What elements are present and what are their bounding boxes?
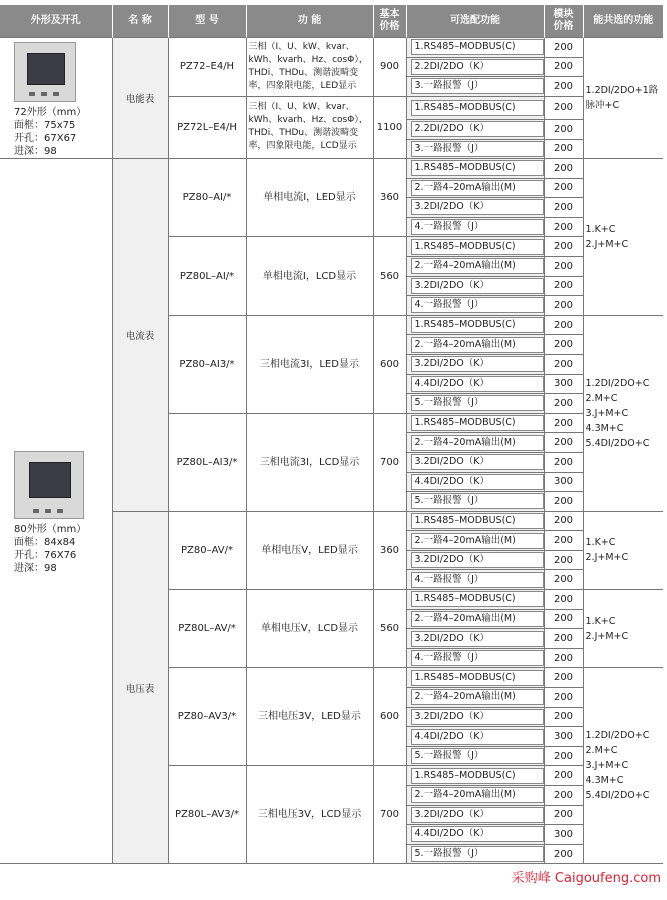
option-label: 3.2DI/2DO（K）: [411, 356, 544, 372]
module-price-cell: 200: [544, 354, 583, 374]
header-common: 能共选的功能: [583, 5, 663, 38]
module-price-cell: 200: [544, 198, 583, 218]
option-cell: [406, 120, 544, 140]
shape-cell: [0, 159, 112, 864]
option-cell: [406, 805, 544, 825]
function-cell: 三相电压3V，LCD显示: [246, 766, 373, 864]
module-price-cell: 200: [544, 256, 583, 276]
header-base-price: 基本 价格: [373, 5, 406, 38]
option-cell: [406, 335, 544, 355]
option-label: 3.2DI/2DO（K）: [411, 454, 544, 470]
option-label: 2.一路4–20mA输出(M): [411, 337, 544, 353]
option-label: 1.RS485–MODBUS(C): [411, 317, 544, 333]
common-line: 3.J+M+C: [585, 407, 629, 419]
common-line: 2.J+M+C: [585, 552, 629, 564]
option-label: 3.2DI/2DO（K）: [411, 807, 544, 823]
common-line: 1.K+C: [585, 223, 616, 235]
option-label: 3.2DI/2DO（K）: [411, 631, 544, 647]
option-label: 4.一路报警（J）: [411, 219, 544, 235]
common-line: 1.2DI/2DO+C: [585, 730, 650, 742]
function-cell: 单相电流I，LED显示: [246, 159, 373, 237]
option-label: 5.一路报警（J）: [411, 395, 544, 411]
model-cell: PZ80–AI3/*: [168, 315, 246, 413]
option-cell: [406, 77, 544, 97]
base-price-cell: 560: [373, 590, 406, 668]
option-label: 2.一路4–20mA输出(M): [411, 787, 544, 803]
option-label: 3.一路报警（J）: [411, 78, 544, 94]
option-cell: [406, 276, 544, 296]
option-label: 2.一路4–20mA输出(M): [411, 435, 544, 451]
module-price-cell: 200: [544, 570, 583, 590]
option-label: 4.一路报警（J）: [411, 572, 544, 588]
function-cell: 三相电流3I，LED显示: [246, 315, 373, 413]
category-name: 电压表: [112, 511, 168, 864]
module-price-cell: 200: [544, 57, 583, 77]
option-cell: [406, 668, 544, 688]
option-label: 3.2DI/2DO（K）: [411, 709, 544, 725]
depth-size: 进深：98: [14, 563, 57, 575]
option-label: 1.RS485–MODBUS(C): [411, 768, 544, 784]
option-cell: [406, 96, 544, 120]
module-price-cell: 200: [544, 648, 583, 668]
option-label: 4.一路报警（J）: [411, 297, 544, 313]
common-functions: [583, 590, 663, 668]
option-label: 4.4DI/2DO（K）: [411, 729, 544, 745]
module-price-cell: 200: [544, 590, 583, 610]
module-price-cell: 200: [544, 96, 583, 120]
header-shape: 外形及开孔: [0, 5, 112, 38]
module-price-cell: 200: [544, 609, 583, 629]
option-cell: [406, 38, 544, 58]
option-cell: [406, 139, 544, 159]
option-cell: [406, 237, 544, 257]
model-cell: PZ80L–AI3/*: [168, 413, 246, 511]
option-label: 1.RS485–MODBUS(C): [411, 160, 544, 176]
common-line: 2.J+M+C: [585, 630, 629, 642]
option-label: 2.一路4–20mA输出(M): [411, 258, 544, 274]
module-price-cell: 200: [544, 120, 583, 140]
model-cell: PZ80L–AV/*: [168, 590, 246, 668]
module-price-cell: 200: [544, 668, 583, 688]
option-label: 1.RS485–MODBUS(C): [411, 591, 544, 607]
option-cell: [406, 766, 544, 786]
option-cell: [406, 296, 544, 316]
option-cell: [406, 609, 544, 629]
module-price-cell: 200: [544, 805, 583, 825]
header-name: 名 称: [112, 5, 168, 38]
module-price-cell: 200: [544, 688, 583, 708]
option-label: 1.RS485–MODBUS(C): [411, 39, 544, 55]
option-label: 1.RS485–MODBUS(C): [411, 100, 544, 116]
function-cell: 三相电流3I，LCD显示: [246, 413, 373, 511]
module-price-cell: 200: [544, 492, 583, 512]
common-line: 2.J+M+C: [585, 238, 629, 250]
module-price-cell: 200: [544, 452, 583, 472]
option-label: 3.一路报警（J）: [411, 141, 544, 157]
common-functions: [583, 38, 663, 159]
module-price-cell: 200: [544, 237, 583, 257]
option-label: 5.一路报警（J）: [411, 748, 544, 764]
category-name: 电流表: [112, 159, 168, 512]
module-price-cell: 200: [544, 786, 583, 806]
function-cell: 三相（I、U、kW、kvar、kWh、kvarh、Hz、cosΦ），THDi、THDu、测谐波畸变率，四象限电能，LED显示: [246, 38, 373, 97]
function-cell: 三相（I、U、kW、kvar、kWh、kvarh、Hz、cosΦ），THDi、THDu、测谐波畸变率，四象限电能，LCD显示: [246, 96, 373, 159]
option-label: 4.4DI/2DO（K）: [411, 826, 544, 842]
option-label: 4.4DI/2DO（K）: [411, 376, 544, 392]
base-price-cell: 600: [373, 315, 406, 413]
option-label: 2.一路4–20mA输出(M): [411, 533, 544, 549]
option-cell: [406, 590, 544, 610]
option-cell: [406, 315, 544, 335]
cutout-size: 开孔：67X67: [14, 133, 77, 144]
module-price-cell: 200: [544, 276, 583, 296]
module-price-cell: 300: [544, 374, 583, 394]
table-row: [0, 38, 663, 58]
option-cell: [406, 198, 544, 218]
common-line: 1.2DI/2DO+1路脉冲+C: [585, 85, 659, 111]
option-label: 1.RS485–MODBUS(C): [411, 239, 544, 255]
option-label: 5.一路报警（J）: [411, 493, 544, 509]
base-price-cell: 560: [373, 237, 406, 315]
meter-icon: [14, 451, 84, 519]
model-cell: PZ80–AV/*: [168, 511, 246, 589]
option-label: 2.一路4–20mA输出(M): [411, 689, 544, 705]
module-price-cell: 200: [544, 746, 583, 766]
base-price-cell: 700: [373, 413, 406, 511]
option-cell: [406, 57, 544, 77]
model-cell: PZ72L–E4/H: [168, 96, 246, 159]
option-cell: [406, 629, 544, 649]
base-price-cell: 900: [373, 38, 406, 97]
shape-spec: [14, 523, 110, 575]
frame-size: 面框：75x75: [14, 120, 76, 131]
common-functions: [583, 315, 663, 511]
meter-icon: [14, 42, 76, 102]
header-module-price: 模块 价格: [544, 5, 583, 38]
option-cell: [406, 825, 544, 845]
header-model: 型 号: [168, 5, 246, 38]
base-price-cell: 1100: [373, 96, 406, 159]
base-price-cell: 360: [373, 159, 406, 237]
option-label: 5.一路报警（J）: [411, 846, 544, 862]
option-cell: [406, 531, 544, 551]
common-functions: [583, 511, 663, 589]
module-price-cell: 300: [544, 472, 583, 492]
meter-image: [14, 42, 110, 102]
module-price-cell: 200: [544, 707, 583, 727]
watermark: 采购峰 Caigoufeng.com: [511, 871, 661, 886]
module-price-cell: 200: [544, 394, 583, 414]
module-price-cell: 200: [544, 511, 583, 531]
option-label: 3.2DI/2DO（K）: [411, 199, 544, 215]
option-label: 3.2DI/2DO（K）: [411, 278, 544, 294]
header-row: [0, 5, 663, 38]
table-row: [0, 159, 663, 179]
option-cell: [406, 492, 544, 512]
model-cell: PZ80L–AI/*: [168, 237, 246, 315]
module-price-cell: 200: [544, 315, 583, 335]
common-line: 4.3M+C: [585, 422, 624, 434]
option-cell: [406, 217, 544, 237]
option-cell: [406, 511, 544, 531]
option-cell: [406, 433, 544, 453]
function-cell: 单相电压V，LED显示: [246, 511, 373, 589]
header-function: 功 能: [246, 5, 373, 38]
option-cell: [406, 256, 544, 276]
common-line: 3.J+M+C: [585, 760, 629, 772]
option-cell: [406, 844, 544, 864]
base-price-cell: 360: [373, 511, 406, 589]
model-cell: PZ80–AV3/*: [168, 668, 246, 766]
option-cell: [406, 159, 544, 179]
function-cell: 三相电压3V，LED显示: [246, 668, 373, 766]
module-price-cell: 200: [544, 844, 583, 864]
base-price-cell: 700: [373, 766, 406, 864]
option-cell: [406, 688, 544, 708]
module-price-cell: 300: [544, 825, 583, 845]
option-label: 4.一路报警（J）: [411, 650, 544, 666]
option-label: 3.2DI/2DO（K）: [411, 552, 544, 568]
module-price-cell: 200: [544, 296, 583, 316]
option-label: 2.2DI/2DO（K）: [411, 59, 544, 75]
option-cell: [406, 178, 544, 198]
module-price-cell: 300: [544, 727, 583, 747]
meter-image: [14, 451, 110, 519]
common-line: 1.K+C: [585, 537, 616, 549]
common-line: 5.4DI/2DO+C: [585, 790, 650, 802]
category-name: 电能表: [112, 38, 168, 159]
model-cell: PZ80–AI/*: [168, 159, 246, 237]
module-price-cell: 200: [544, 550, 583, 570]
option-cell: [406, 570, 544, 590]
option-cell: [406, 727, 544, 747]
option-label: 2.一路4–20mA输出(M): [411, 180, 544, 196]
shape-cell: [0, 38, 112, 159]
frame-size: 面框：84x84: [14, 537, 76, 549]
common-line: 2.M+C: [585, 392, 618, 404]
module-price-cell: 200: [544, 178, 583, 198]
option-cell: [406, 452, 544, 472]
option-cell: [406, 707, 544, 727]
cutout-size: 开孔：76X76: [14, 550, 77, 562]
function-cell: 单相电流I，LCD显示: [246, 237, 373, 315]
model-cell: PZ72–E4/H: [168, 38, 246, 97]
module-price-cell: 200: [544, 77, 583, 97]
option-cell: [406, 374, 544, 394]
module-price-cell: 200: [544, 531, 583, 551]
option-cell: [406, 394, 544, 414]
common-functions: [583, 668, 663, 864]
module-price-cell: 200: [544, 335, 583, 355]
common-line: 4.3M+C: [585, 775, 624, 787]
base-price-cell: 600: [373, 668, 406, 766]
common-functions: [583, 159, 663, 316]
depth-size: 进深：98: [14, 146, 57, 157]
module-price-cell: 200: [544, 413, 583, 433]
option-cell: [406, 550, 544, 570]
common-line: 1.K+C: [585, 615, 616, 627]
module-price-cell: 200: [544, 766, 583, 786]
option-label: 2.2DI/2DO（K）: [411, 121, 544, 137]
module-price-cell: 200: [544, 217, 583, 237]
product-table: [0, 5, 663, 864]
header-options: 可选配功能: [406, 5, 544, 38]
module-price-cell: 200: [544, 139, 583, 159]
option-cell: [406, 786, 544, 806]
option-cell: [406, 746, 544, 766]
shape-title: 80外形（mm）: [14, 524, 87, 536]
module-price-cell: 200: [544, 159, 583, 179]
option-label: 1.RS485–MODBUS(C): [411, 513, 544, 529]
module-price-cell: 200: [544, 629, 583, 649]
common-line: 5.4DI/2DO+C: [585, 437, 650, 449]
shape-title: 72外形（mm）: [14, 107, 87, 118]
common-line: 2.M+C: [585, 745, 618, 757]
function-cell: 单相电压V，LCD显示: [246, 590, 373, 668]
option-label: 1.RS485–MODBUS(C): [411, 670, 544, 686]
module-price-cell: 200: [544, 433, 583, 453]
option-label: 1.RS485–MODBUS(C): [411, 415, 544, 431]
common-line: 1.2DI/2DO+C: [585, 377, 650, 389]
module-price-cell: 200: [544, 38, 583, 58]
option-cell: [406, 472, 544, 492]
model-cell: PZ80L–AV3/*: [168, 766, 246, 864]
option-cell: [406, 354, 544, 374]
shape-spec: [14, 106, 110, 158]
option-label: 2.一路4–20mA输出(M): [411, 611, 544, 627]
option-label: 4.4DI/2DO（K）: [411, 474, 544, 490]
option-cell: [406, 648, 544, 668]
option-cell: [406, 413, 544, 433]
